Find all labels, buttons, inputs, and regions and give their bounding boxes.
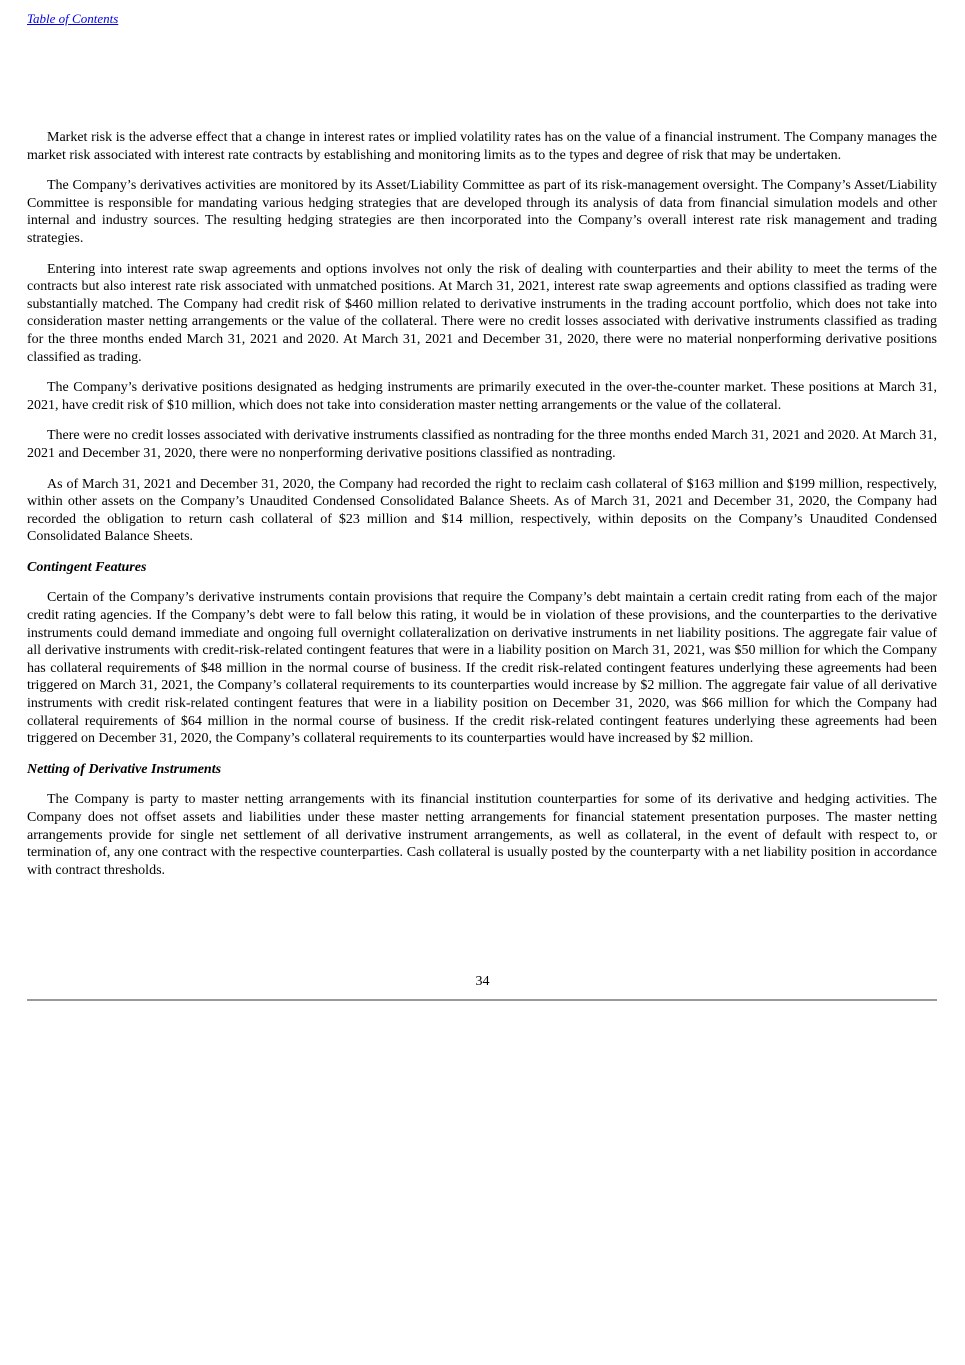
paragraph-nontrading-losses: There were no credit losses associated with derivative instruments classified as nontrading for the three months ended March 31, 2021 and 2020. At March 31, 2021 and December 31, 2020, there were no nonperforming derivative positions classified as nontrading. <box>27 428 937 461</box>
paragraph-netting-derivatives: The Company is party to master netting arrangements with its financial institution counterparties for some of its derivative and hedging activities. The Company does not offset assets and liabilities under these master netting arrangements for financial statement presentation purposes. The master netting arrangements provide for single net settlement of all derivative instrument arrangements, as well as collateral, in the event of default with respect to, or termination of, any one contract with the respective counterparties. Cash collateral is usually posted by the counterparty with a net liability position in accordance with contract thresholds. <box>27 792 937 878</box>
heading-contingent-features: Contingent Features <box>27 559 147 575</box>
heading-netting-derivatives: Netting of Derivative Instruments <box>27 761 222 777</box>
paragraph-cash-collateral: As of March 31, 2021 and December 31, 2020, the Company had recorded the right to reclaim cash collateral of $163 million and $199 million, respectively, within other assets on the Company’s Unaudited Condensed Consolidated Balance Sheets. As of March 31, 2021 and December 31, 2020, the Company had recorded the obligation to return cash collateral of $23 million and $14 million, respectively, within deposits on the Company’s Unaudited Condensed Consolidated Balance Sheets. <box>27 476 937 545</box>
paragraph-alco-oversight: The Company’s derivatives activities are monitored by its Asset/Liability Committee as part of its risk-management oversight. The Company’s Asset/Liability Committee is responsible for mandating various hedging strategies that are developed through its analysis of data from financial simulation models and other internal and industry sources. The resulting hedging strategies are then incorporated into the Company’s overall interest rate risk management and trading strategies. <box>27 178 937 246</box>
paragraph-swap-credit-risk: Entering into interest rate swap agreements and options involves not only the risk of dealing with counterparties and their ability to meet the terms of the contracts but also interest rate risk associated with unmatched positions. At March 31, 2021, interest rate swap agreements and options classified as trading were substantially matched. The Company had credit risk of $460 million related to derivative instruments in the trading account portfolio, which does not take into consideration master netting arrangements or the value of the collateral. There were no credit losses associated with derivative instruments classified as trading for the three months ended March 31, 2021 and 2020. At March 31, 2021 and December 31, 2020, there were no material nonperforming derivative positions classified as trading. <box>27 261 937 365</box>
document-body <box>27 129 937 892</box>
table-of-contents-link[interactable]: Table of Contents <box>27 11 119 26</box>
page-number: 34 <box>475 974 490 989</box>
page-divider <box>27 999 937 1001</box>
paragraph-hedging-positions: The Company’s derivative positions designated as hedging instruments are primarily executed in the over-the-counter market. These positions at March 31, 2021, have credit risk of $10 million, which does not take into consideration master netting arrangements or the value of the collateral. <box>27 380 937 413</box>
paragraph-contingent-features: Certain of the Company’s derivative instruments contain provisions that require the Company’s debt maintain a certain credit rating from each of the major credit rating agencies. If the Company’s debt were to fall below this rating, it would be in violation of these provisions, and the counterparties to the derivative instruments could demand immediate and ongoing full overnight collateralization on derivative instruments in net liability positions. The aggregate fair value of all derivative instruments with credit-risk-related contingent features that were in a liability position on March 31, 2021, was $50 million for which the Company has collateral requirements of $48 million in the normal course of business. If the credit risk-related contingent features underlying these agreements had been triggered on March 31, 2021, the Company’s collateral requirements to its counterparties would increase by $2 million. The aggregate fair value of all derivative instruments with credit risk-related contingent features that were in a liability position on December 31, 2020, was $66 million for which the Company had collateral requirements of $64 million in the normal course of business. If the credit risk-related contingent features underlying these agreements had been triggered on December 31, 2020, the Company’s collateral requirements to its counterparties would have increased by $2 million. <box>27 590 937 747</box>
paragraph-market-risk: Market risk is the adverse effect that a change in interest rates or implied volatility rates has on the value of a financial instrument. The Company manages the market risk associated with interest rate contracts by establishing and monitoring limits as to the types and degree of risk that may be undertaken. <box>27 130 937 163</box>
